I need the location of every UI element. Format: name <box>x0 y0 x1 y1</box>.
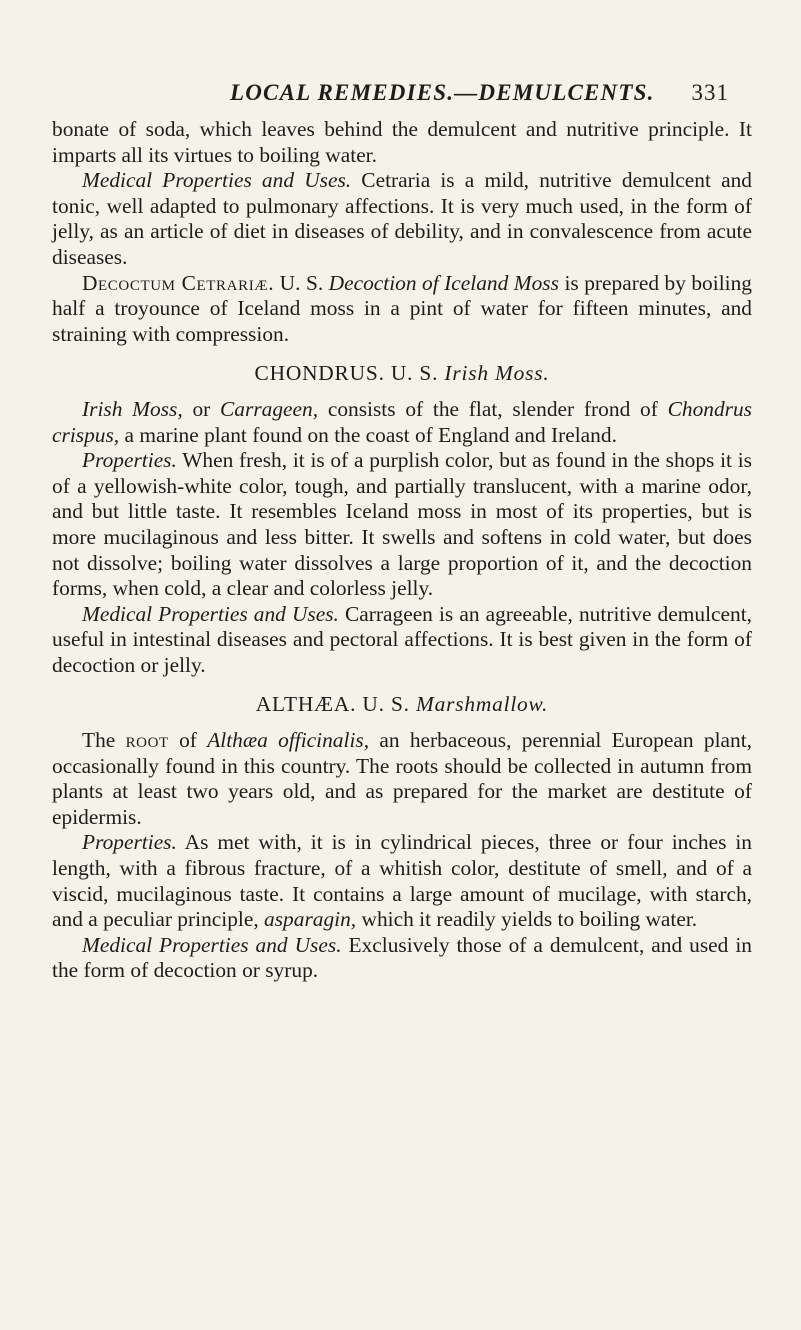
paragraph-text: is prepared by boiling half a troyounce of Iceland moss in a pint of water for fifteen minutes, and straining with compression. <box>52 270 752 346</box>
paragraph-lead: Decoctum Cetrariæ. <box>82 270 275 295</box>
paragraph-text: an herbaceous, perennial European plant, occasionally found in this country. The roots should be collected in autumn from plants at least two years old, and as prepared for the market are destitute of epidermis. <box>52 728 752 829</box>
paragraph-text: The <box>82 728 126 753</box>
root-term: root <box>125 728 169 753</box>
heading-common-name: Marshmallow. <box>415 692 549 717</box>
paragraph-medical-chondrus <box>52 602 752 679</box>
paragraph-lead: Medical Properties and Uses. <box>82 168 352 193</box>
paragraph-text: or <box>182 396 221 421</box>
paragraph-text: Exclusively those of a demulcent, and used in the form of decoction or syrup. <box>52 932 752 983</box>
common-name: Irish Moss, <box>82 396 183 421</box>
paragraph-text: consists of the flat, slender frond of <box>318 396 668 421</box>
preparation-title: Decoction of Iceland Moss <box>328 270 559 295</box>
paragraph-lead: Medical Properties and Uses. <box>82 932 342 957</box>
species-name: Chondrus crispus, <box>52 396 753 447</box>
paragraph-continued <box>52 117 752 168</box>
paragraph-medical-althaea <box>52 933 752 984</box>
paragraph-text: Carrageen is an agreeable, nutritive demulcent, useful in intestinal diseases and pectoral affections. It is best given in the form of decoction or jelly. <box>52 601 752 677</box>
page-body <box>52 117 752 984</box>
paragraph-text: U. S. <box>274 270 329 295</box>
chemical-term: asparagin, <box>264 907 357 932</box>
paragraph-text: bonate of soda, which leaves behind the demulcent and nutritive principle. It imparts all its virtues to boiling water. <box>52 117 752 167</box>
section-heading-althaea <box>52 692 752 718</box>
paragraph-text: of <box>168 728 208 753</box>
common-name: Carrageen, <box>220 396 319 421</box>
heading-main: ALTHÆA. U. S. <box>255 692 416 717</box>
paragraph-properties-chondrus <box>52 448 752 602</box>
heading-main: CHONDRUS. U. S. <box>254 361 445 386</box>
paragraph-text: As met with, it is in cylindrical pieces, three or four inches in length, with a fibrous fracture, of a whitish color, destitute of smell, and of a viscid, mucilaginous taste. It contains a large amount of mucilage, with starch, and a peculiar principle, <box>52 830 752 932</box>
running-title: LOCAL REMEDIES.—DEMULCENTS. <box>230 80 655 105</box>
paragraph-text: When fresh, it is of a purplish color, but as found in the shops it is of a yellowish-white color, tough, and partially translucent, with a marine odor, and but little taste. It resembles Iceland moss in most of its properties, but is more mucilaginous and less bitter. It swells and softens in cold water, but does not dissolve; boiling water dissolves a large proportion of it, and the decoction forms, when cold, a clear and colorless jelly. <box>52 448 752 601</box>
section-heading-chondrus <box>52 361 752 387</box>
paragraph-lead: Medical Properties and Uses. <box>82 601 339 626</box>
paragraph-properties-althaea <box>52 830 752 932</box>
species-name: Althæa officinalis, <box>207 728 370 753</box>
heading-common-name: Irish Moss. <box>444 361 550 386</box>
paragraph-text: which it readily yields to boiling water. <box>356 907 698 932</box>
paragraph-text: a marine plant found on the coast of England and Ireland. <box>119 422 617 447</box>
paragraph-medical-cetraria <box>52 168 752 270</box>
paragraph-irish-moss <box>52 397 752 448</box>
paragraph-althaea-root <box>52 728 752 830</box>
paragraph-lead: Properties. <box>82 448 177 473</box>
paragraph-text: Cetraria is a mild, nutritive demulcent and tonic, well adapted to pulmonary affections. It is very much used, in the form of jelly, as an article of diet in diseases of debility, and in convalescence from acute diseases. <box>52 168 752 269</box>
page-number: 331 <box>691 80 729 105</box>
paragraph-decoctum <box>52 271 752 348</box>
running-head <box>0 80 801 116</box>
paragraph-lead: Properties. <box>82 830 177 855</box>
